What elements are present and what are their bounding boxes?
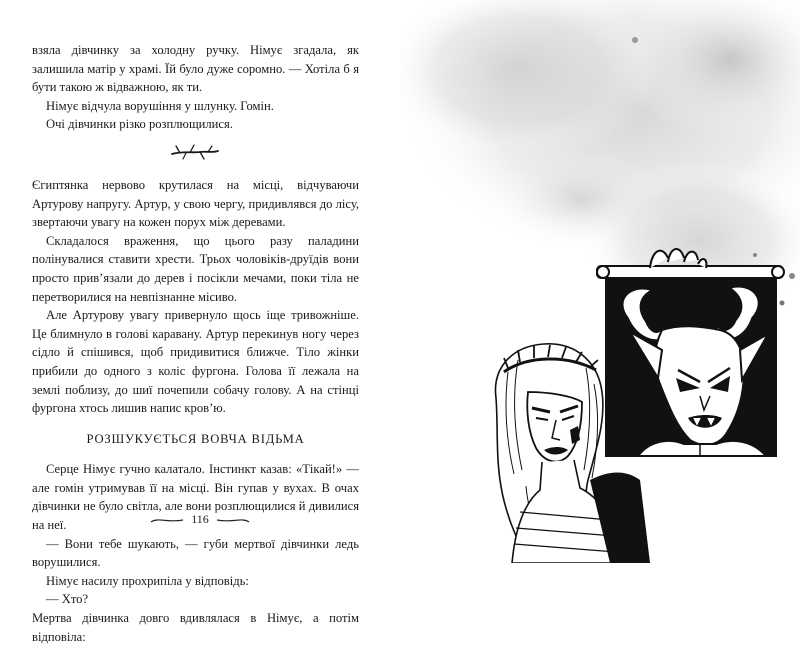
paragraph: Серце Німує гучно калатало. Інстинкт казав: «Тікай!» — але гомін утримував її на місці. Він гупав у вухах. В очах дівчинки не було світла, але вони розплющилися й дивилися на неї.: [32, 462, 359, 533]
demon-poster: [597, 249, 784, 456]
section-heading: РОЗШУКУЄТЬСЯ ВОВЧА ВІДЬМА: [86, 431, 305, 446]
paragraph: — Вони тебе шукають, — губи мертвої дівчинки ледь ворушилися.: [32, 536, 359, 570]
page-number-value: 116: [191, 512, 209, 526]
paragraph: — Хто?: [46, 592, 89, 607]
swash-left-icon: [150, 516, 184, 524]
paragraph: взяла дівчинку за холодну ручку. Німує згадала, як залишила матір у храмі. Їй було дуже соромно. — Хотіла б я бути такою ж відважною, як ти.: [32, 43, 359, 95]
left-page: [0, 0, 400, 644]
paragraph: Єгиптянка нервово крутилася на місці, відчуваючи Артурову напругу. Артур, у свою чергу, придивлявся до лісу, звертаючи увагу на кожен порух між деревами.: [32, 177, 359, 230]
page-number: [0, 512, 400, 527]
paragraph: Мертва дівчинка довго вдивлялася в Німує, а потім відповіла:: [32, 611, 359, 644]
section-divider: [32, 134, 359, 176]
illustration: [400, 0, 800, 563]
body-text: [32, 41, 359, 646]
branch-ornament-icon: [170, 142, 220, 162]
paragraph: Німує насилу прохрипіла у відповідь:: [46, 573, 249, 588]
right-page: [400, 0, 800, 563]
paragraph: Німує відчула ворушіння у шлунку. Гомін.: [46, 98, 274, 113]
swash-right-icon: [216, 516, 250, 524]
paragraph: Але Артурову увагу привернуло щось іще тривожніше. Це блимнуло в голові каравану. Артур перекинув ногу через сідло й спішився, щоб придивитися ближче. Тіло жінки прибили до одного з коліс фургона. Голова її лежала на землі поблизу, до шиї почепили собачу голову. А на стінці фургона хтось лишив напис кров’ю.: [32, 308, 359, 416]
paragraph: Складалося враження, що цього разу паладини полінувалися ставити хрести. Трьох чоловіків-друїдів вони просто прив’язали до дерев і посікли мечами, поки тіла не перетворилися на невпізнанне місиво.: [32, 233, 359, 304]
paragraph: Очі дівчинки різко розплющилися.: [46, 117, 233, 132]
